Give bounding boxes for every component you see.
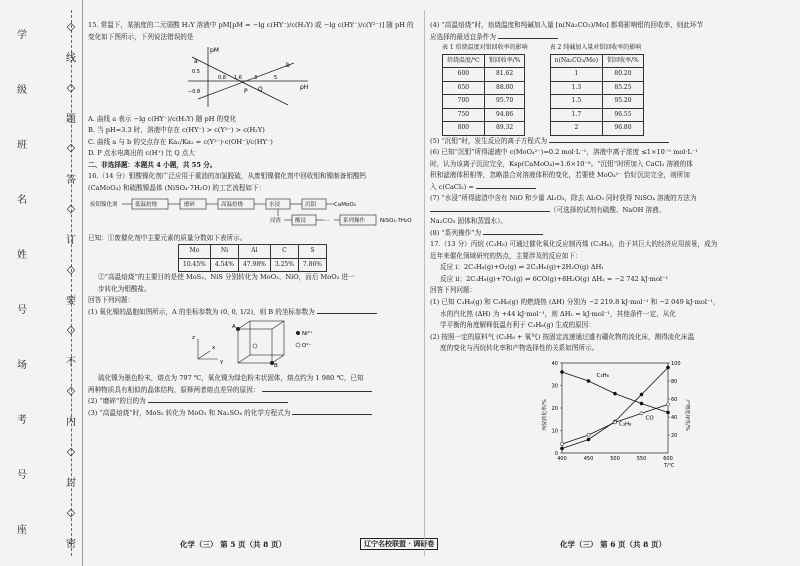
seal-label: 线 xyxy=(66,53,76,65)
data-point xyxy=(640,411,643,414)
q17-stem-2: 近年来催化领域研究的热点，主要涉及的反应如下： xyxy=(430,251,582,260)
data-point xyxy=(666,402,669,405)
axis-z-label: z xyxy=(192,334,195,341)
binding-label: 号 xyxy=(17,470,27,481)
table-cell: 95.20 xyxy=(603,95,644,109)
table-row xyxy=(550,122,643,136)
q16-8: (8) “系列操作”为 xyxy=(430,228,775,240)
table-cell: 600 xyxy=(443,68,485,82)
answer-blank[interactable] xyxy=(498,32,558,39)
seal-diamond-icon: ◇ xyxy=(66,202,76,216)
y2-tick-label: 20 xyxy=(671,432,678,439)
table-header-cell: 钼回收率/% xyxy=(603,54,644,68)
q15-label-b: b xyxy=(286,62,290,70)
flow-high-temp-roast: 高温焙烧 xyxy=(221,202,244,209)
x-tick-label: 400 xyxy=(557,455,567,462)
table-2 xyxy=(550,43,644,136)
data-point xyxy=(640,393,643,396)
legend-o: O²⁻ xyxy=(302,342,312,349)
series-label: CO xyxy=(645,415,654,422)
table-1-title: 表 1 焙烧温度对钼回收率的影响 xyxy=(442,44,528,52)
table-1 xyxy=(442,43,528,136)
table-header-cell: Ni xyxy=(210,245,238,259)
table-cell: 3.25% xyxy=(270,258,298,272)
series-label: C₃H₈ xyxy=(619,421,632,428)
q16-1-d: 两种物质具有相似的晶体结构，原释两者熔点差异的原因： xyxy=(88,385,418,397)
answer-blank[interactable] xyxy=(549,136,669,143)
q16-1: (1) 氧化镍的晶胞如图所示，A 的坐标参数为 (0, 0, 1/2)，则 B 的坐标参数为 xyxy=(88,307,418,319)
axis-x-label: x xyxy=(212,344,216,351)
table-cell: 85.25 xyxy=(603,81,644,95)
table-cell: 89.32 xyxy=(484,122,525,136)
seal-diamond-icon: ◇ xyxy=(66,323,76,337)
flow-low-temp-roast: 低温焙烧 xyxy=(135,202,158,209)
soda-ratio-table xyxy=(550,54,644,136)
flow-acid-leach: 酸浸 xyxy=(295,218,307,225)
table-row xyxy=(443,122,525,136)
flow-residue: 浸渣 xyxy=(270,218,282,225)
binding-margin xyxy=(0,0,83,566)
axis-y-label: y xyxy=(220,358,224,365)
seal-diamond-icon: ◇ xyxy=(66,262,76,276)
x-tick-label: 450 xyxy=(583,455,594,462)
q17-1c: 学平衡的角度解释低温有利于 C₃H₆(g) 生成的原因： xyxy=(440,321,595,330)
page-divider xyxy=(424,10,425,556)
seal-diamond-icon: ◇ xyxy=(66,505,76,519)
q16-1-c: 硫化镍为墨色粉末，熔点为 797 ℃，氧化镍为绿色粉末状固体，熔点约为 1 980 ℃，已知 xyxy=(98,374,364,383)
q15-xlabel: pH xyxy=(300,84,309,92)
flow-product-niso4: NiSO₄·7H₂O xyxy=(380,218,412,225)
q16-stem: 16.（14 分）钼酸镍化剂广泛应用于重油的加氢脱硫，从废钼镍催化剂中回收钼和镍制备钼酸钙 xyxy=(88,172,367,181)
y-tick-label: 10 xyxy=(551,428,558,435)
q15-option-d: D. P 点水电离出的 c(H⁺) 比 Q 点大 xyxy=(88,149,195,158)
q17-1a: (1) 已知 C₃H₈(g) 和 C₃H₆(g) 的燃烧热 (ΔH) 分别为 −2 219.8 kJ·mol⁻¹ 和 −2 049 kJ·mol⁻¹， xyxy=(430,298,720,306)
table-cell: 4.54% xyxy=(210,258,238,272)
known-2b: 步转化为钼酸盐。 xyxy=(98,284,151,293)
table-cell: 81.62 xyxy=(484,68,525,82)
table-cell: 80.20 xyxy=(603,68,644,82)
table-header-cell: S xyxy=(298,245,326,259)
table-2-title: 表 2 纯碱加入量对钼回收率的影响 xyxy=(549,44,642,52)
table-cell: 1.7 xyxy=(550,108,602,122)
y2-axis-label: 产物选择性/% xyxy=(684,398,690,431)
data-point xyxy=(613,420,616,423)
flow-product-camoo4: CaMoO₄ xyxy=(334,202,356,209)
section-2-heading: 二、非选择题：本题共 4 小题，共 55 分。 xyxy=(88,160,217,169)
binding-label: 考 xyxy=(17,415,27,426)
answer-blank[interactable] xyxy=(292,408,372,415)
q15-ytick-2: −0.8 xyxy=(188,89,201,96)
answer-prompt-17: 回答下列问题： xyxy=(430,286,477,295)
q16-stem-2: (CaMoO₄) 和硫酸镍晶体 (NiSO₄·7H₂O) 的工艺流程如下： xyxy=(88,183,266,192)
q16-4b: 应选择的最适宜条件为 xyxy=(430,32,775,44)
q15-label-a: a xyxy=(194,58,198,66)
table-row xyxy=(443,95,525,109)
q17-2a: (2) 按照一定的原料气 (C₃H₈ + 氧气) 按固定流速通过盛有硼化物的流化床，测得流化床温 xyxy=(430,332,695,341)
y-tick-label: 40 xyxy=(551,360,558,367)
table-row xyxy=(550,108,643,122)
x-tick-label: 500 xyxy=(610,455,620,462)
table-header-cell: 焙烧温度/℃ xyxy=(443,54,485,68)
flow-series-ops: 系列操作 xyxy=(343,218,366,225)
binding-label: 班 xyxy=(17,140,27,151)
seal-label: 封 xyxy=(66,478,76,490)
data-point xyxy=(666,366,669,369)
data-point xyxy=(587,433,590,436)
seal-diamond-icon: ◇ xyxy=(66,20,76,33)
propane-chart xyxy=(540,355,690,473)
q15-graph xyxy=(178,43,318,109)
page-5 xyxy=(88,20,418,540)
student-info-labels xyxy=(10,26,34,536)
q15-option-a: A. 曲线 a 表示 −lg c(HY⁻)/c(H₂Y) 随 pH 的变化 xyxy=(88,114,237,123)
table-cell: 96.55 xyxy=(603,108,644,122)
table-cell: 88.00 xyxy=(484,81,525,95)
flow-feed: 废钼镍化剂 xyxy=(90,202,118,209)
chart-frame xyxy=(562,363,668,453)
q16-6b: 时，认为该离子沉淀完全，Ksp(CaMoO₄)=1.6×10⁻⁸。“沉钼”时所加入 CaCl₂ 溶液的体 xyxy=(430,159,693,168)
answer-blank[interactable] xyxy=(262,385,372,392)
y-tick-label: 0 xyxy=(554,450,558,457)
data-point xyxy=(560,442,563,445)
q16-6c: 积和滤液体积相等，忽略混合对溶液体积的变化，若要使 MoO₄²⁻ 恰好沉淀完全，则所加 xyxy=(430,171,690,180)
cell-point-b: B xyxy=(274,362,278,369)
seal-label: 订 xyxy=(66,235,76,247)
data-point xyxy=(560,370,563,373)
y2-tick-label: 80 xyxy=(671,378,678,385)
table-header-cell: Mo xyxy=(179,245,211,259)
known-2: ②“高温焙烧”的主要目的是使 MoS₂、NiS 分别转化为 MoO₃、NiO，而后 MoO₃ 进一 xyxy=(98,273,355,282)
q15-tick-4: 5 xyxy=(274,75,278,82)
flow-ellipsis: ··· xyxy=(324,218,330,225)
q15-ytick-1: 0.5 xyxy=(192,69,200,76)
table-cell: 47.98% xyxy=(238,258,270,272)
q16-7b: （可选择的试剂有硫酸、NaOH 溶液、 xyxy=(430,205,775,217)
q17-2b: 度的变化与丙烷转化率和产物选择性的关系如图所示。 xyxy=(440,344,599,353)
q17-stem: 17.（13 分）丙烷 (C₃H₈) 可通过催化氧化反应制丙烯 (C₃H₆)，由于其巨大的经济应用前景，成为 xyxy=(430,240,718,249)
seal-label: 题 xyxy=(66,114,76,126)
y-axis-label: 丙烷转化率/% xyxy=(542,398,548,431)
seal-diamond-icon: ◇ xyxy=(66,141,76,155)
known-1: 已知：①废催化剂中主要元素的质量分数如下表所示。 xyxy=(88,233,247,242)
binding-label: 级 xyxy=(17,85,27,96)
table-cell: 96.80 xyxy=(603,122,644,136)
data-point xyxy=(587,379,590,382)
table-row xyxy=(443,108,525,122)
q17-1b: 水的汽化热 (ΔH) 为 +44 kJ·mol⁻¹，则 ΔH₁ = kJ·mol⁻¹，其他条件一定，从化 xyxy=(440,309,676,318)
y2-tick-label: 100 xyxy=(671,360,681,367)
footer-page-6: 化学（三） 第 6 页（共 8 页） xyxy=(560,540,666,549)
binding-label: 名 xyxy=(17,195,27,206)
q16-4: (4) “高温焙烧”时，焙烧温度和纯碱加入量 [n(Na₂CO₃)/Mo] 都将影响钼的回收率，则此环节 xyxy=(430,21,704,29)
q15-tick-3: 3 xyxy=(254,75,258,82)
q15-option-c: C. 曲线 a 与 b 的交点存在 Ka₁/Ka₂ = c(Y²⁻)·c(OH⁻)/c(HY⁻) xyxy=(88,137,273,146)
process-flow-diagram xyxy=(88,194,418,228)
table-cell: 700 xyxy=(443,95,485,109)
table-row xyxy=(550,68,643,82)
data-point xyxy=(560,447,563,450)
flow-water-leach: 水浸 xyxy=(269,202,281,209)
flow-grind: 磨碎 xyxy=(184,202,196,209)
data-point xyxy=(666,411,669,414)
table-cell: 95.70 xyxy=(484,95,525,109)
answer-blank[interactable] xyxy=(317,307,377,314)
answer-blank[interactable] xyxy=(483,228,543,235)
table-cell: 7.86% xyxy=(298,258,326,272)
seal-label: 密 xyxy=(66,538,76,550)
table-row xyxy=(550,81,643,95)
y-tick-label: 30 xyxy=(551,383,558,390)
q16-6a: (6) 已知“沉钼”所得滤液中 c(MoO₄²⁻)=0.2 mol·L⁻¹，溶液中离子浓度 ≤1×10⁻⁵ mol·L⁻¹ xyxy=(430,148,699,157)
q15-stem-2: 变化如下图所示，下列说法错误的是 xyxy=(88,32,194,41)
answer-prompt: 回答下列问题： xyxy=(88,296,135,305)
seal-label: 内 xyxy=(66,417,76,429)
q15-tick-1: 0.8 xyxy=(218,75,226,82)
binding-label: 号 xyxy=(17,305,27,316)
answer-blank[interactable] xyxy=(430,205,550,212)
seal-line-labels xyxy=(60,20,82,550)
q16-7c: Na₂CO₃ 固体和蒸馏水）。 xyxy=(430,217,507,226)
series-line-1 xyxy=(562,367,668,448)
table-cell: 750 xyxy=(443,108,485,122)
x-axis-label: T/℃ xyxy=(664,462,675,469)
q16-3: (3) “高温焙烧”时，MoS₂ 转化为 MoO₃ 和 Na₂SO₄ 的化学方程式为 xyxy=(88,408,418,420)
q15-stem: 15. 常温下，某抽度的二元弱酸 H₂Y 溶液中 pM[pM = −lg c(HY⁻)/c(H₂Y) 或 −lg c(HY⁻)/c(Y²⁻)] 随 pH 的 xyxy=(88,21,414,29)
seal-diamond-icon: ◇ xyxy=(66,80,76,94)
binding-label: 姓 xyxy=(17,250,27,261)
y2-tick-label: 40 xyxy=(671,414,678,421)
table-cell: 1 xyxy=(550,68,602,82)
reaction-1: 反应 i：2C₃H₈(g)+O₂(g) ⇌ 2C₃H₆(g)+2H₂O(g) ΔH₁ xyxy=(440,263,605,272)
tables-row xyxy=(442,43,775,136)
answer-blank[interactable] xyxy=(476,182,536,189)
table-cell: 650 xyxy=(443,81,485,95)
flow-mo-precip: 沉钼 xyxy=(305,202,317,209)
x-tick-label: 550 xyxy=(636,455,647,462)
q15-point-q: Q xyxy=(258,86,263,94)
y-tick-label: 20 xyxy=(551,405,558,412)
table-cell: 800 xyxy=(443,122,485,136)
table-cell: 2 xyxy=(550,122,602,136)
q15-ylabel: pM xyxy=(210,47,219,55)
binding-label: 场 xyxy=(17,360,27,371)
page-6 xyxy=(430,20,775,540)
q15-point-p: P xyxy=(244,88,248,96)
q15-option-b: B. 当 pH=3.3 时，溶液中存在 c(HY⁻) > c(Y²⁻) > c(H₂Y) xyxy=(88,126,265,135)
footer-page-5: 化学（三） 第 5 页（共 8 页） xyxy=(180,540,286,549)
q16-7a: (7) “水浸”所得滤渣中含有 NiO 和少量 Al₂O₃，除去 Al₂O₃ 同时获得 NiSO₄ 溶液的方法为 xyxy=(430,194,697,203)
table-row xyxy=(550,95,643,109)
table-header-cell: Al xyxy=(238,245,270,259)
table-row xyxy=(443,68,525,82)
table-header-cell: C xyxy=(270,245,298,259)
x-tick-label: 600 xyxy=(663,455,673,462)
cell-point-a: A xyxy=(232,323,236,330)
data-point xyxy=(613,392,616,395)
data-point xyxy=(640,402,643,405)
reaction-2: 反应 ii：2C₃H₈(g)+7O₂(g) ⇌ 6CO(g)+8H₂O(g) ΔH₂ = −2 742 kJ·mol⁻¹ xyxy=(440,274,669,283)
table-cell: 1.5 xyxy=(550,95,602,109)
seal-label: 要 xyxy=(66,296,76,308)
nio-unit-cell xyxy=(188,319,348,369)
league-badge: 辽宁名校联盟 · 调研卷 xyxy=(360,538,438,550)
roast-temp-table xyxy=(442,54,525,136)
q15-tick-2: 1.6 xyxy=(234,75,242,82)
q16-6d: 入 c(CaCl₂) = xyxy=(430,182,775,194)
seal-label: 不 xyxy=(66,356,76,368)
q16-2: (2) “磨碎”的目的为 xyxy=(88,396,418,408)
table-header-cell: n(Na₂CO₃/Mo) xyxy=(550,54,602,68)
q16-5: (5) “沉钼”时，发生反应的离子方程式为 xyxy=(430,136,775,148)
series-label: C₃H₆ xyxy=(596,372,609,379)
legend-ni: Ni²⁺ xyxy=(302,330,313,337)
table-cell: 1.3 xyxy=(550,81,602,95)
table-cell: 10.45% xyxy=(179,258,211,272)
element-table xyxy=(178,244,327,272)
y2-tick-label: 60 xyxy=(671,396,678,403)
seal-diamond-icon: ◇ xyxy=(66,444,76,458)
binding-label: 座 xyxy=(17,525,27,536)
seal-label: 答 xyxy=(66,174,76,186)
answer-blank[interactable] xyxy=(148,396,288,403)
data-point xyxy=(587,438,590,441)
binding-label: 学 xyxy=(17,30,27,41)
table-cell: 94.86 xyxy=(484,108,525,122)
seal-diamond-icon: ◇ xyxy=(66,384,76,398)
table-header-cell: 钼回收率/% xyxy=(484,54,525,68)
table-row xyxy=(443,81,525,95)
